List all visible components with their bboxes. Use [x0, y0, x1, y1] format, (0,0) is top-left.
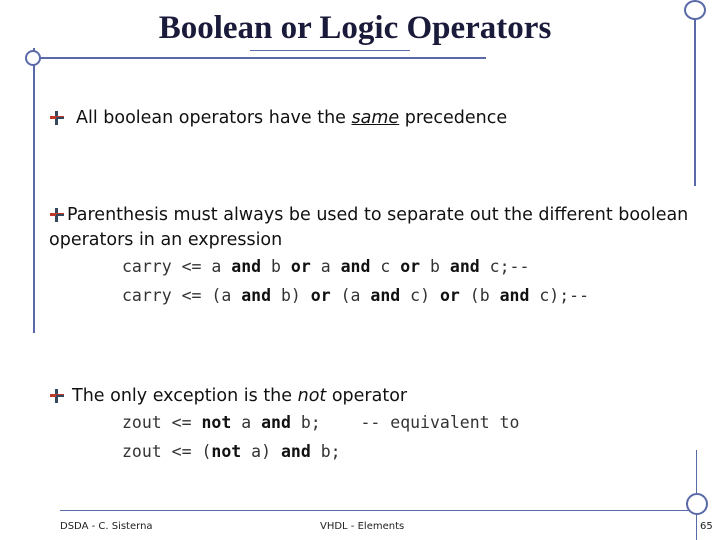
- code-text: zout <=: [122, 413, 202, 432]
- code-text: b: [261, 257, 291, 276]
- left-rule: [33, 48, 35, 333]
- code-text: carry <= (a: [122, 286, 242, 305]
- code-keyword: or: [439, 286, 460, 305]
- code-keyword: and: [280, 442, 311, 461]
- code-line: [122, 408, 519, 437]
- bullet-parenthesis-line1: Parenthesis must always be used to separate out the different boolean: [67, 205, 689, 225]
- code-text: a: [310, 257, 341, 276]
- code-text: carry <= a: [122, 257, 232, 276]
- code-text: a: [231, 413, 262, 432]
- slide-title: Boolean or Logic Operators: [158, 10, 552, 46]
- bullet-icon: [50, 208, 64, 222]
- bullet-icon: [50, 389, 64, 403]
- top-rule-short: [250, 50, 410, 51]
- footer-author: DSDA - C. Sisterna: [60, 521, 153, 532]
- code-keyword: not: [211, 442, 242, 461]
- code-line: [122, 281, 589, 310]
- code-keyword: and: [231, 257, 262, 276]
- code-text: a): [241, 442, 281, 461]
- code-text: b: [420, 257, 450, 276]
- code-keyword: and: [340, 257, 371, 276]
- code-line: [122, 437, 519, 466]
- bullet-not-exception: The only exception is the not operator: [72, 386, 408, 406]
- code-keyword: or: [290, 257, 311, 276]
- emphasis-not: not: [297, 386, 327, 406]
- code-text: b): [271, 286, 311, 305]
- footer-topic: VHDL - Elements: [320, 521, 405, 532]
- bottom-rule: [60, 510, 700, 511]
- code-keyword: and: [370, 286, 401, 305]
- code-text: c): [400, 286, 440, 305]
- top-rule: [30, 57, 486, 59]
- code-keyword: not: [201, 413, 232, 432]
- code-text: c);--: [529, 286, 590, 305]
- code-keyword: or: [310, 286, 331, 305]
- code-block-carry: [122, 252, 589, 310]
- code-text: c;--: [479, 257, 530, 276]
- bullet-same-precedence: All boolean operators have the same precedence: [76, 108, 508, 128]
- code-block-zout: [122, 408, 519, 466]
- code-text: b; -- equivalent to: [290, 413, 520, 432]
- footer-page-number: 65: [700, 521, 713, 532]
- code-text: (a: [330, 286, 371, 305]
- code-keyword: or: [400, 257, 421, 276]
- code-text: c: [370, 257, 401, 276]
- left-ring-icon: [25, 50, 41, 66]
- code-text: (b: [459, 286, 500, 305]
- bullet-icon: [50, 111, 64, 125]
- code-text: zout <= (: [122, 442, 212, 461]
- code-keyword: and: [499, 286, 530, 305]
- code-text: b;: [310, 442, 341, 461]
- code-keyword: and: [449, 257, 480, 276]
- emphasis-same: same: [351, 108, 400, 128]
- code-keyword: and: [241, 286, 272, 305]
- bottom-right-ring-icon: [686, 493, 708, 515]
- code-line: [122, 252, 589, 281]
- code-keyword: and: [261, 413, 291, 432]
- bullet-parenthesis-line2: operators in an expression: [49, 230, 283, 250]
